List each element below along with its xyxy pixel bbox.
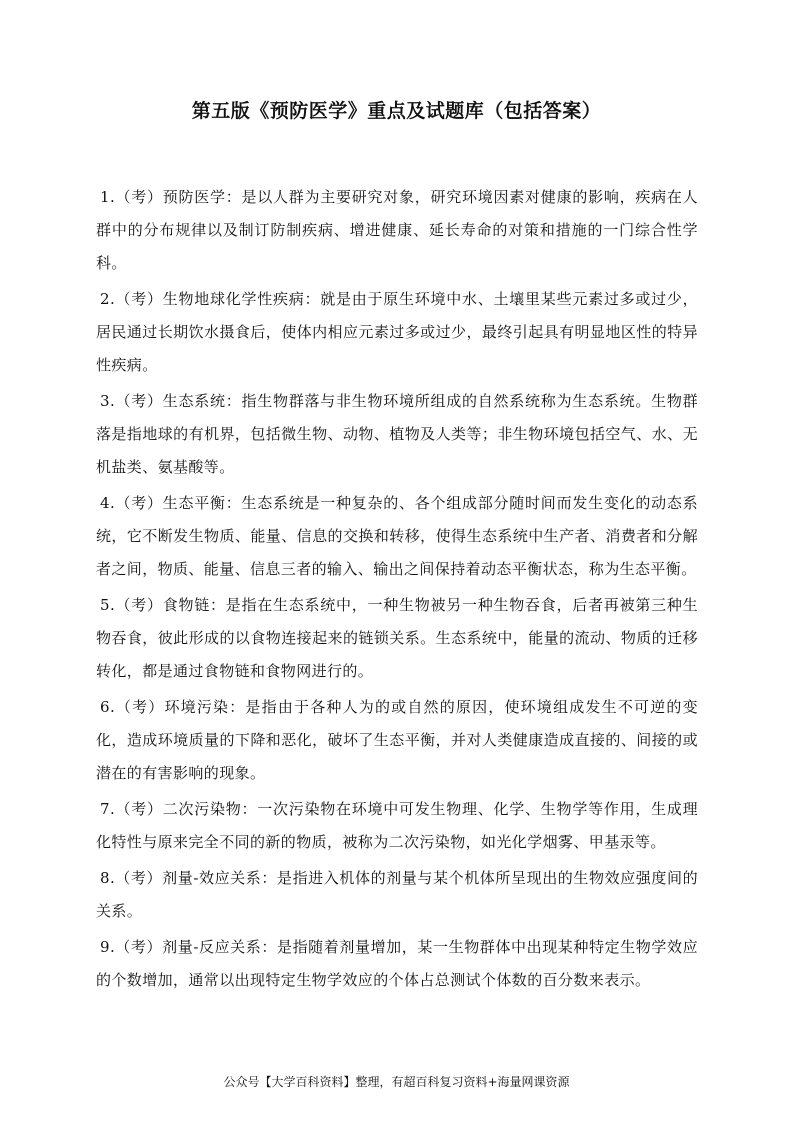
definition-item-4: 4.（考）生态平衡：生态系统是一种复杂的、各个组成部分随时间而发生变化的动态系统，它不断发生物质、能量、信息的交换和转移，使得生态系统中生产者、消费者和分解者之间，物质、能量、信息三者的输入、输出之间保持着动态平衡状态，称为生态平衡。 <box>96 494 698 578</box>
definition-item-8: 8.（考）剂量-效应关系：是指进入机体的剂量与某个机体所呈现出的生物效应强度间的关系。 <box>96 869 698 920</box>
definition-item-9: 9.（考）剂量-反应关系：是指随着剂量增加，某一生物群体中出现某种特定生物学效应的个数增加，通常以出现特定生物学效应的个体占总测试个体数的百分数来表示。 <box>96 938 698 989</box>
definition-item-3: 3.（考）生态系统：指生物群落与非生物环境所组成的自然系统称为生态系统。生物群落是指地球的有机界，包括微生物、动物、植物及人类等；非生物环境包括空气、水、无机盐类、氨基酸等。 <box>96 392 698 476</box>
definition-item-2: 2.（考）生物地球化学性疾病：就是由于原生环境中水、土壤里某些元素过多或过少，居民通过长期饮水摄食后，使体内相应元素过多或过少，最终引起具有明显地区性的特异性疾病。 <box>96 290 698 374</box>
document-body <box>96 181 698 1000</box>
footer-note: 公众号【大学百科资料】整理，有超百科复习资料+海量网课资源 <box>223 1075 570 1089</box>
definition-item-5: 5.（考）食物链：是指在生态系统中，一种生物被另一种生物吞食，后者再被第三种生物吞食，彼此形成的以食物连接起来的链锁关系。生态系统中，能量的流动、物质的迁移转化，都是通过食物链和食物网进行的。 <box>96 596 698 680</box>
definition-item-7: 7.（考）二次污染物：一次污染物在环境中可发生物理、化学、生物学等作用，生成理化特性与原来完全不同的新的物质，被称为二次污染物，如光化学烟雾、甲基汞等。 <box>96 800 698 851</box>
definition-item-1: 1.（考）预防医学：是以人群为主要研究对象，研究环境因素对健康的影响，疾病在人群中的分布规律以及制订防制疾病、增进健康、延长寿命的对策和措施的一门综合性学科。 <box>96 188 698 272</box>
definition-item-6: 6.（考）环境污染：是指由于各种人为的或自然的原因，使环境组成发生不可逆的变化，造成环境质量的下降和恶化，破坏了生态平衡，并对人类健康造成直接的、间接的或潜在的有害影响的现象。 <box>96 698 698 782</box>
page-title: 第五版《预防医学》重点及试题库（包括答案） <box>191 100 602 122</box>
